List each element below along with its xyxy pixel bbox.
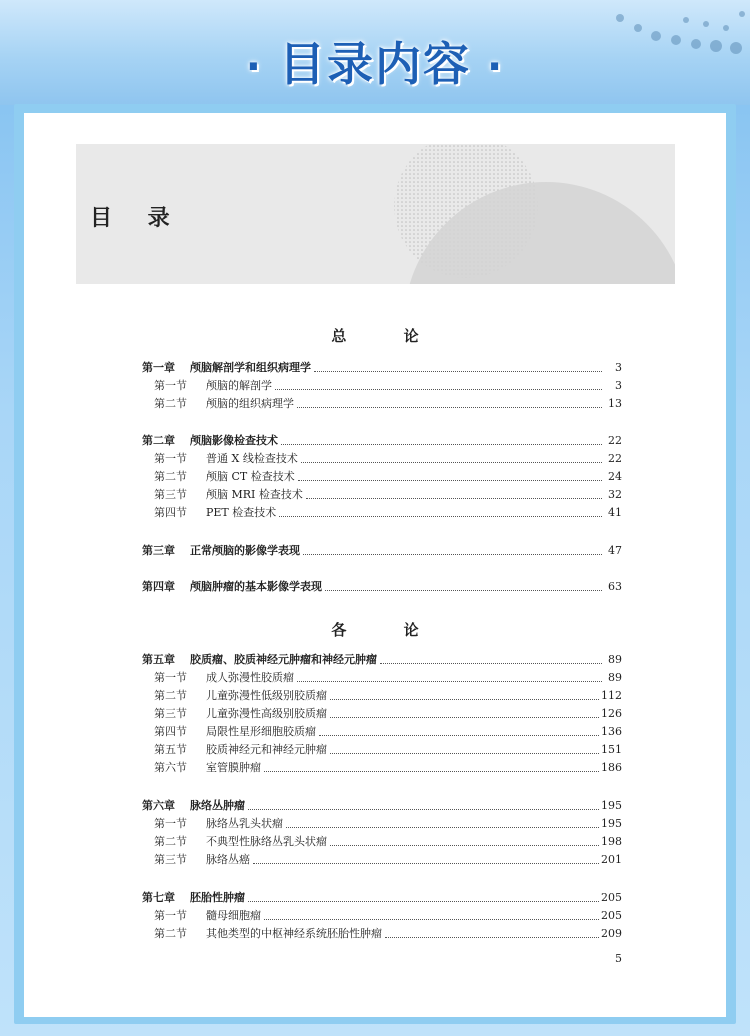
toc-entry-number: 第二节	[154, 835, 187, 848]
toc-entry-number: 第四节	[154, 506, 187, 519]
toc-entry-number: 第一节	[154, 379, 187, 392]
toc-entry-number: 第四章	[142, 580, 175, 593]
toc-chapter-row[interactable]	[142, 651, 622, 668]
toc-entry-title: PET 检查技术	[206, 506, 277, 519]
toc-entry-number: 第二节	[154, 397, 187, 410]
toc-chapter-row[interactable]	[142, 889, 622, 906]
toc-entry-title: 脉络丛癌	[206, 853, 250, 866]
banner-title	[0, 28, 750, 94]
toc-section-row[interactable]	[154, 741, 622, 758]
toc-entry-number: 第五节	[154, 743, 187, 756]
banner-dot-right: ·	[487, 44, 505, 90]
toc-entry-number: 第五章	[142, 653, 175, 666]
toc-entry-number: 第二节	[154, 689, 187, 702]
toc-entry-number: 第二节	[154, 470, 187, 483]
toc-entry-page: 47	[608, 544, 622, 557]
toc-entry-title: 脉络丛乳头状瘤	[206, 817, 283, 830]
section-title-specific: 各 论	[331, 621, 445, 639]
toc-dot-leader	[248, 900, 599, 902]
toc-entry-page: 112	[601, 689, 622, 702]
toc-section-row[interactable]	[154, 395, 622, 412]
toc-dot-leader	[286, 826, 599, 828]
toc-chapter-row[interactable]	[142, 578, 622, 595]
toc-entry-title: 颅脑影像检查技术	[190, 434, 278, 447]
toc-chapter-row[interactable]	[142, 797, 622, 814]
toc-section-row[interactable]	[154, 486, 622, 503]
toc-entry-page: 89	[608, 671, 622, 684]
toc-section-row[interactable]	[154, 669, 622, 686]
toc-entry-title: 普通 X 线检查技术	[206, 452, 298, 465]
toc-entry-page: 13	[608, 397, 622, 410]
toc-entry-title: 正常颅脑的影像学表现	[190, 544, 300, 557]
toc-dot-leader	[314, 370, 602, 372]
toc-entry-page: 32	[608, 488, 622, 501]
toc-entry-page: 209	[601, 927, 622, 940]
toc-dot-leader	[248, 808, 599, 810]
toc-entry-page: 3	[615, 379, 622, 392]
toc-entry-page: 22	[608, 434, 622, 447]
toc-dot-leader	[319, 734, 599, 736]
toc-dot-leader	[264, 770, 599, 772]
toc-entry-page: 151	[601, 743, 622, 756]
toc-entry-number: 第二章	[142, 434, 175, 447]
toc-entry-page: 24	[608, 470, 622, 483]
toc-entry-title: 其他类型的中枢神经系统胚胎性肿瘤	[206, 927, 382, 940]
toc-dot-leader	[330, 716, 599, 718]
banner-title-text: 目录内容	[279, 37, 471, 91]
toc-section-row[interactable]	[154, 687, 622, 704]
toc-entry-number: 第一节	[154, 452, 187, 465]
toc-entry-title: 成人弥漫性胶质瘤	[206, 671, 294, 684]
toc-section-row[interactable]	[154, 815, 622, 832]
toc-entry-page: 195	[601, 799, 622, 812]
toc-page	[24, 113, 726, 1017]
toc-chapter-row[interactable]	[142, 542, 622, 559]
toc-entry-number: 第三节	[154, 707, 187, 720]
toc-entry-title: 髓母细胞瘤	[206, 909, 261, 922]
toc-entry-page: 186	[601, 761, 622, 774]
toc-entry-title: 脉络丛肿瘤	[190, 799, 245, 812]
toc-dot-leader	[275, 388, 602, 390]
toc-entry-page: 136	[601, 725, 622, 738]
toc-dot-leader	[303, 553, 602, 555]
toc-chapter-row[interactable]	[142, 359, 622, 376]
toc-entry-page: 126	[601, 707, 622, 720]
toc-entry-title: 儿童弥漫性高级别胶质瘤	[206, 707, 327, 720]
toc-dot-leader	[297, 680, 602, 682]
toc-entry-title: 颅脑肿瘤的基本影像学表现	[190, 580, 322, 593]
toc-entry-number: 第六章	[142, 799, 175, 812]
toc-section-row[interactable]	[154, 450, 622, 467]
toc-section-row[interactable]	[154, 504, 622, 521]
toc-entry-page: 201	[601, 853, 622, 866]
toc-entry-number: 第一节	[154, 817, 187, 830]
toc-dot-leader	[281, 443, 602, 445]
toc-entry-number: 第一章	[142, 361, 175, 374]
toc-section-row[interactable]	[154, 851, 622, 868]
toc-entry-title: 颅脑解剖学和组织病理学	[190, 361, 311, 374]
toc-entry-page: 198	[601, 835, 622, 848]
toc-header-title: 目 录	[90, 206, 184, 231]
toc-dot-leader	[297, 406, 602, 408]
toc-entry-page: 22	[608, 452, 622, 465]
toc-entry-title: 胶质瘤、胶质神经元肿瘤和神经元肿瘤	[190, 653, 377, 666]
toc-entry-page: 89	[608, 653, 622, 666]
toc-entry-number: 第一节	[154, 909, 187, 922]
toc-entry-title: 颅脑 CT 检查技术	[206, 470, 295, 483]
toc-dot-leader	[325, 589, 602, 591]
toc-entry-number: 第一节	[154, 671, 187, 684]
toc-entry-page: 205	[601, 909, 622, 922]
toc-section-row[interactable]	[154, 377, 622, 394]
toc-entry-title: 颅脑的组织病理学	[206, 397, 294, 410]
toc-dot-leader	[330, 844, 599, 846]
toc-entry-page: 195	[601, 817, 622, 830]
toc-entry-number: 第三节	[154, 488, 187, 501]
toc-section-row[interactable]	[154, 705, 622, 722]
toc-entry-page: 63	[608, 580, 622, 593]
toc-entry-title: 胚胎性肿瘤	[190, 891, 245, 904]
toc-dot-leader	[330, 698, 599, 700]
toc-entry-number: 第四节	[154, 725, 187, 738]
toc-dot-leader	[306, 497, 602, 499]
toc-entry-page: 41	[608, 506, 622, 519]
toc-entry-title: 颅脑 MRI 检查技术	[206, 488, 303, 501]
toc-entry-number: 第七章	[142, 891, 175, 904]
toc-dot-leader	[264, 918, 599, 920]
page-number: 5	[615, 952, 622, 965]
toc-entry-number: 第三章	[142, 544, 175, 557]
toc-entry-title: 局限性星形细胞胶质瘤	[206, 725, 316, 738]
toc-dot-leader	[385, 936, 599, 938]
toc-entry-title: 颅脑的解剖学	[206, 379, 272, 392]
toc-dot-leader	[330, 752, 599, 754]
toc-dot-leader	[301, 461, 602, 463]
toc-dot-leader	[279, 515, 602, 517]
toc-entry-number: 第六节	[154, 761, 187, 774]
toc-section-row[interactable]	[154, 723, 622, 740]
toc-section-row[interactable]	[154, 759, 622, 776]
toc-dot-leader	[253, 862, 599, 864]
toc-section-row[interactable]	[154, 907, 622, 924]
toc-entry-number: 第二节	[154, 927, 187, 940]
toc-section-row[interactable]	[154, 833, 622, 850]
toc-entry-page: 205	[601, 891, 622, 904]
toc-section-row[interactable]	[154, 468, 622, 485]
toc-entry-page: 3	[615, 361, 622, 374]
toc-section-row[interactable]	[154, 925, 622, 942]
toc-entry-title: 胶质神经元和神经元肿瘤	[206, 743, 327, 756]
section-title-general: 总 论	[331, 327, 445, 345]
toc-chapter-row[interactable]	[142, 432, 622, 449]
toc-entry-title: 不典型性脉络丛乳头状瘤	[206, 835, 327, 848]
toc-dot-leader	[380, 662, 602, 664]
toc-entry-number: 第三节	[154, 853, 187, 866]
toc-entry-title: 室管膜肿瘤	[206, 761, 261, 774]
banner-dot-left: ·	[245, 44, 263, 90]
toc-entry-title: 儿童弥漫性低级别胶质瘤	[206, 689, 327, 702]
toc-dot-leader	[298, 479, 602, 481]
